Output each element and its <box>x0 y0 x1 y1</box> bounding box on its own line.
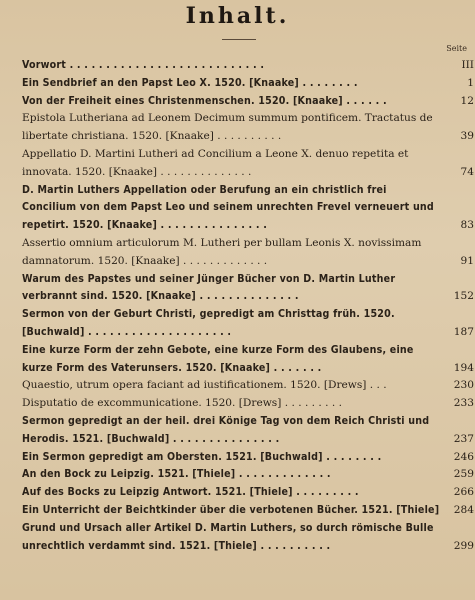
toc-entry-page: 237 <box>453 432 474 445</box>
toc-entry-title: Vorwort . . . . . . . . . . . . . . . . . . . . . . . . . . . <box>22 59 265 71</box>
toc-entry-title: Sermon von der Geburt Christi, gepredigt am Christtag früh. 1520. [Buchwald] . . . . . . . . . . . . . . . . . . . . <box>22 308 395 338</box>
title-rule <box>222 39 256 40</box>
toc-entry-page: 230 <box>453 379 474 392</box>
toc-entry-title: Auf des Bocks zu Leipzig Antwort. 1521. [Thiele] . . . . . . . . . <box>22 486 359 499</box>
toc-entry <box>22 413 474 449</box>
toc-entry <box>22 110 474 146</box>
toc-entry-page: 299 <box>453 539 474 552</box>
toc-entry-title: Ein Unterricht der Beichtkinder über die verbotenen Bücher. 1521. [Thiele] <box>22 503 440 516</box>
toc-entry-title: Sermon gepredigt an der heil. drei Könige Tag von dem Reich Christi und Herodis. 1521. [Buchwald] . . . . . . . . . . . . . . . <box>22 414 430 445</box>
toc-entry-title: D. Martin Luthers Appellation oder Berufung an ein christlich frei Concilium von dem Papst Leo und seinem unrechten Frevel verneuert und repetirt. 1520. [Knaake] . . . . . . . . . . . . . . . <box>22 183 434 232</box>
toc-entry-title: Von der Freiheit eines Christenmenschen. 1520. [Knaake] . . . . . . <box>22 94 387 107</box>
toc-entry-title: Ein Sendbrief an den Papst Leo X. 1520. [Knaake] . . . . . . . . <box>22 76 358 89</box>
toc-entry-page: 259 <box>453 468 474 481</box>
toc-entry-title: An den Bock zu Leipzig. 1521. [Thiele] . . . . . . . . . . . . . <box>22 468 331 481</box>
toc-entry-title: Appellatio D. Martini Lutheri ad Concilium a Leone X. denuo repetita et innovata. 1520. [Knaake] . . . . . . . . . . . . . . <box>22 147 409 178</box>
toc-entry <box>22 466 474 484</box>
toc-entry-page: 12 <box>460 94 474 107</box>
toc-entry <box>22 57 474 75</box>
toc-entry-title: Grund und Ursach aller Artikel D. Martin Luthers, so durch römische Bulle unrechtlich verdammt sind. 1521. [Thiele] . . . . . . . . . . <box>22 521 434 552</box>
toc-entry <box>22 93 474 111</box>
toc-entry-page: III <box>461 59 474 71</box>
toc-entry-page: 266 <box>453 486 474 499</box>
toc-entry-title: Ein Sermon gepredigt am Obersten. 1521. [Buchwald] . . . . . . . . <box>22 450 382 463</box>
toc-entry-title: Disputatio de excommunicatione. 1520. [Drews] . . . . . . . . . <box>22 397 342 410</box>
page-column-header: Seite <box>446 44 467 53</box>
toc-entry <box>22 271 474 307</box>
toc-entry-page: 194 <box>453 361 474 374</box>
toc-entry <box>22 484 474 502</box>
toc-entry-page: 39 <box>460 130 474 143</box>
toc-entry <box>22 182 474 235</box>
toc-entry <box>22 342 474 378</box>
toc-entry-page: 74 <box>460 165 474 178</box>
toc-entry <box>22 377 474 395</box>
toc-entry <box>22 502 474 520</box>
table-of-contents <box>22 57 474 555</box>
toc-entry-page: 246 <box>453 450 474 463</box>
toc-entry <box>22 520 474 556</box>
toc-entry-page: 152 <box>453 290 474 303</box>
toc-entry <box>22 146 474 182</box>
toc-entry-title: Epistola Lutheriana ad Leonem Decimum summum pontificem. Tractatus de libertate christiana. 1520. [Knaake] . . . . . . . . . . <box>22 112 433 143</box>
toc-entry-page: 284 <box>453 503 474 516</box>
toc-entry <box>22 306 474 342</box>
toc-entry-page: 233 <box>453 397 474 410</box>
toc-entry <box>22 395 474 413</box>
toc-entry-title: Eine kurze Form der zehn Gebote, eine kurze Form des Glaubens, eine kurze Form des Vaterunsers. 1520. [Knaake] . . . . . . . <box>22 343 414 374</box>
toc-entry-title: Warum des Papstes und seiner Jünger Bücher von D. Martin Luther verbrannt sind. 1520. [Knaake] . . . . . . . . . . . . . . <box>22 272 396 303</box>
toc-entry-page: 1 <box>467 76 474 89</box>
toc-entry-title: Quaestio, utrum opera faciant ad iustificationem. 1520. [Drews] . . . <box>22 379 387 392</box>
toc-entry-page: 91 <box>460 254 474 267</box>
toc-entry <box>22 235 474 271</box>
toc-entry-title: Assertio omnium articulorum M. Lutheri per bullam Leonis X. novissimam damnatorum. 1520. [Knaake] . . . . . . . . . . . . . <box>22 236 422 267</box>
toc-entry-page: 187 <box>453 325 474 338</box>
toc-entry-page: 83 <box>460 219 474 232</box>
toc-entry <box>22 75 474 93</box>
toc-entry <box>22 449 474 467</box>
page-title: Inhalt. <box>185 3 290 29</box>
